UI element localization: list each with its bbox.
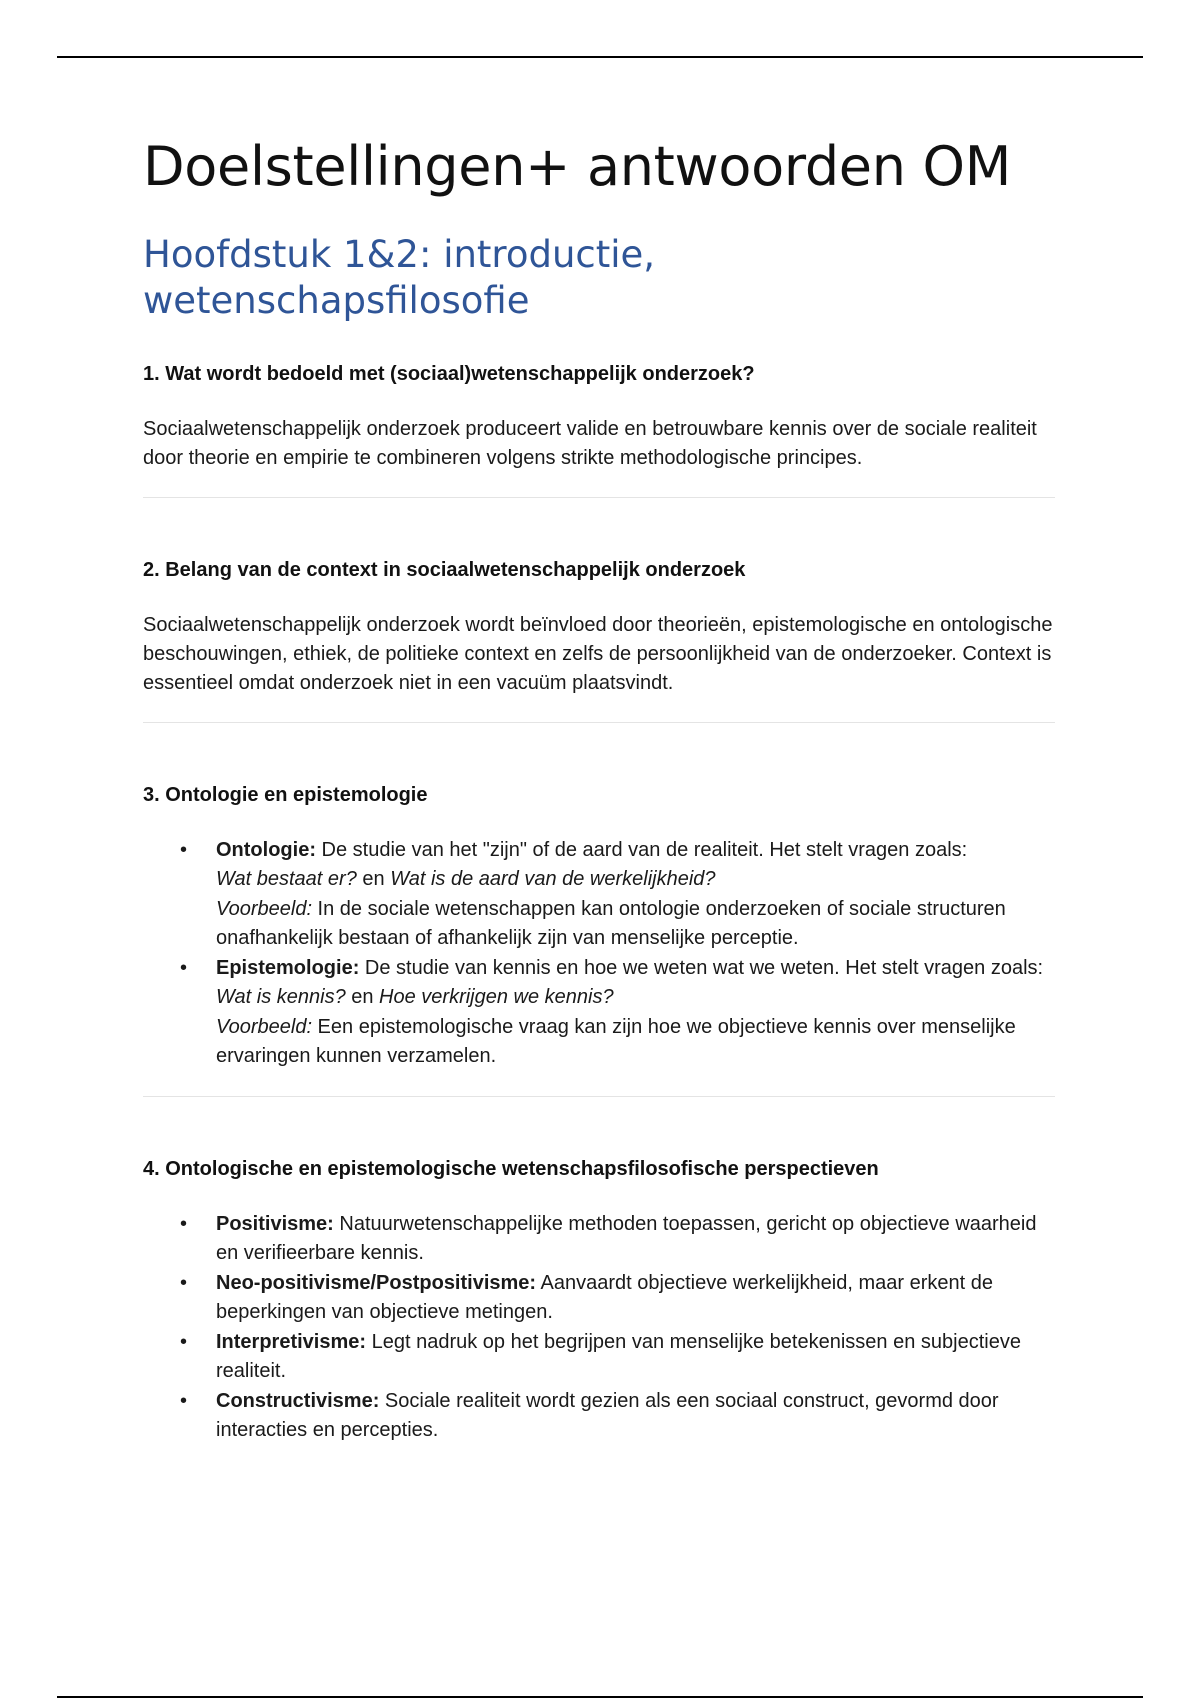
section-2-paragraph: Sociaalwetenschappelijk onderzoek wordt beïnvloed door theorieën, epistemologische en ontologische beschouwingen, ethiek, de politieke context en zelfs de persoonlijkheid van de onderzoeker. Context is essentieel omdat onderzoek niet in een vacuüm plaatsvindt. [143, 613, 1053, 694]
document-title: Doelstellingen+ antwoorden OM [143, 135, 1012, 198]
list-item-text: en [345, 986, 380, 1009]
bullet-icon: • [180, 1389, 188, 1412]
section-3-heading: 3. Ontologie en epistemologie [143, 783, 428, 806]
list-item [143, 954, 1055, 1072]
list-item-term: Interpretivisme: [216, 1330, 367, 1353]
list-item-question: Wat is de aard van de werkelijkheid? [390, 868, 716, 891]
list-item-text: Aanvaardt objectieve werkelijkheid, maar erkent de beperkingen van objectieve metingen. [216, 1271, 993, 1324]
section-1 [143, 360, 1055, 497]
section-1-paragraph: Sociaalwetenschappelijk onderzoek produceert valide en betrouwbare kennis over de sociale realiteit door theorie en empirie te combineren volgens strikte methodologische principes. [143, 417, 1037, 469]
section-4-list [143, 1210, 1055, 1446]
section-3 [143, 781, 1055, 1096]
list-item-term: Neo-positivisme/Postpositivisme: [216, 1271, 537, 1294]
list-item-text: Sociale realiteit wordt gezien als een sociaal construct, gevormd door interacties en percepties. [216, 1389, 999, 1442]
list-item-term: Ontologie: [216, 838, 316, 861]
list-item-question: Wat is kennis? [216, 986, 346, 1009]
list-item [143, 1210, 1055, 1269]
bullet-icon: • [180, 1271, 188, 1294]
list-item [143, 1328, 1055, 1387]
list-item-example-label: Voorbeeld: [216, 897, 312, 920]
chapter-heading-line1: Hoofdstuk 1&2: introductie, [143, 232, 656, 276]
list-item-text: Natuurwetenschappelijke methoden toepassen, gericht op objectieve waarheid en verifieerbare kennis. [216, 1212, 1037, 1265]
chapter-heading-line2: wetenschapsfilosofie [143, 278, 530, 322]
bullet-icon: • [180, 956, 188, 979]
section-4-heading: 4. Ontologische en epistemologische wetenschapsfilosofische perspectieven [143, 1157, 879, 1180]
list-item-text: Legt nadruk op het begrijpen van menselijke betekenissen en subjectieve realiteit. [216, 1330, 1021, 1383]
list-item-question: Wat bestaat er? [216, 868, 357, 891]
list-item-term: Positivisme: [216, 1212, 334, 1235]
list-item [143, 1269, 1055, 1328]
list-item-example-text: Een epistemologische vraag kan zijn hoe we objectieve kennis over menselijke ervaringen kunnen verzamelen. [216, 1015, 1016, 1068]
list-item-question: Hoe verkrijgen we kennis? [379, 986, 614, 1009]
chapter-heading [143, 232, 1055, 324]
list-item-example-label: Voorbeeld: [216, 1015, 312, 1038]
bullet-icon: • [180, 838, 188, 861]
list-item [143, 836, 1055, 954]
section-3-list [143, 836, 1055, 1072]
list-item-text: De studie van kennis en hoe we weten wat we weten. Het stelt vragen zoals: [359, 956, 1044, 979]
bullet-icon: • [180, 1212, 188, 1235]
list-item-text: De studie van het "zijn" of de aard van de realiteit. Het stelt vragen zoals: [315, 838, 968, 861]
list-item-term: Epistemologie: [216, 956, 360, 979]
bottom-rule [57, 1696, 1143, 1698]
document-body [143, 135, 1055, 1470]
section-1-heading: 1. Wat wordt bedoeld met (sociaal)wetenschappelijk onderzoek? [143, 362, 755, 385]
bullet-icon: • [180, 1330, 188, 1353]
list-item-text: en [356, 868, 391, 891]
list-item-term: Constructivisme: [216, 1389, 380, 1412]
section-2 [143, 556, 1055, 722]
list-item-example-text: In de sociale wetenschappen kan ontologie onderzoeken of sociale structuren onafhankelijk bestaan of afhankelijk zijn van menselijke perceptie. [216, 897, 1006, 950]
section-2-heading: 2. Belang van de context in sociaalwetenschappelijk onderzoek [143, 558, 746, 581]
top-rule [57, 56, 1143, 58]
list-item [143, 1387, 1055, 1446]
section-4 [143, 1155, 1055, 1470]
